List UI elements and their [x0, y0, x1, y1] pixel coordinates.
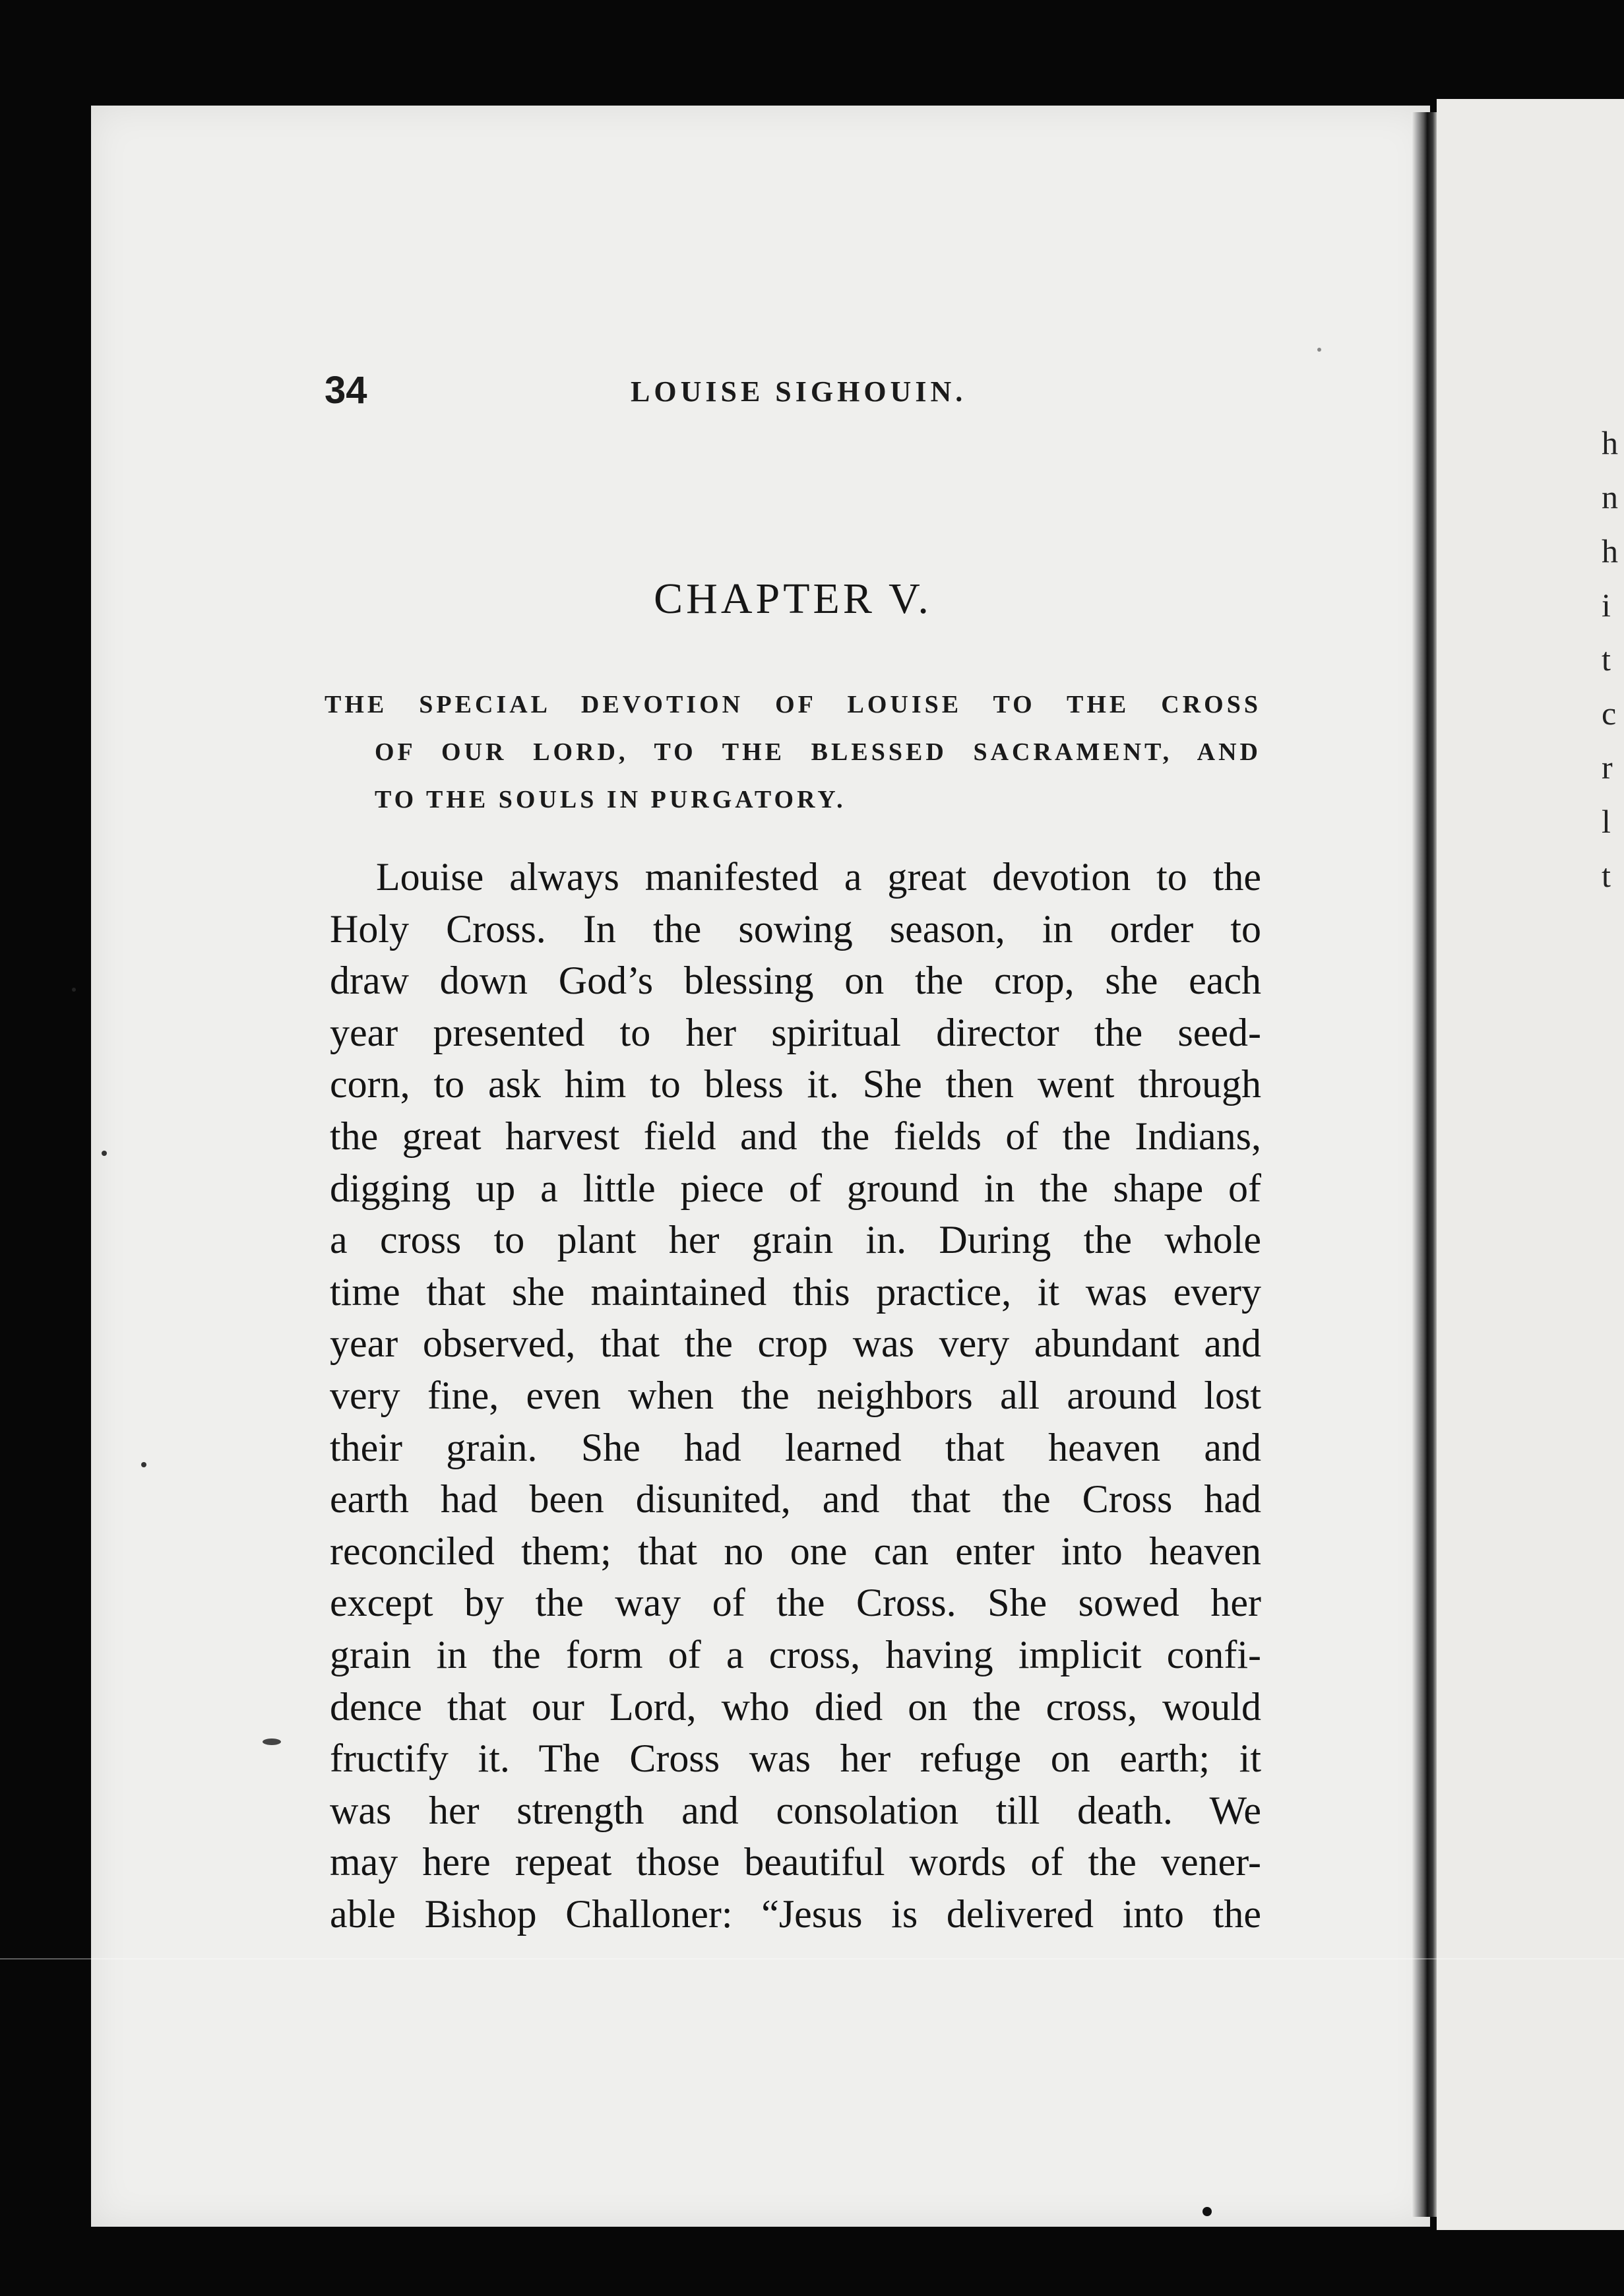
body-line: time that she maintained this practice, it was every [330, 1269, 1261, 1314]
body-line: a cross to plant her grain in. During the whole [330, 1218, 1261, 1262]
body-line: was her strength and consolation till death. We [330, 1788, 1261, 1832]
body-line: reconciled them; that no one can enter into heaven [330, 1529, 1261, 1573]
chapter-heading: CHAPTER V. [654, 575, 932, 623]
facing-fragment: h [1602, 532, 1618, 569]
facing-fragment: c [1602, 695, 1617, 732]
body-line: very fine, even when the neighbors all around lost [330, 1373, 1261, 1417]
body-line: Louise always manifested a great devotion to the [376, 855, 1261, 899]
body-line: Holy Cross. In the sowing season, in order to [330, 907, 1261, 951]
page-number: 34 [325, 369, 367, 412]
facing-fragment: t [1602, 641, 1611, 678]
body-line: the great harvest field and the fields of the Indians, [330, 1114, 1261, 1158]
body-line: draw down God’s blessing on the crop, she each [330, 959, 1261, 1003]
subtitle-line: THE SPECIAL DEVOTION OF LOUISE TO THE CROSS [325, 691, 1261, 718]
facing-fragment: t [1602, 857, 1611, 894]
facing-fragment: i [1602, 587, 1611, 623]
body-line: fructify it. The Cross was her refuge on earth; it [330, 1737, 1261, 1781]
subtitle-line: OF OUR LORD, TO THE BLESSED SACRAMENT, AND [375, 738, 1261, 766]
body-line: except by the way of the Cross. She sowed her [330, 1581, 1261, 1625]
body-line: able Bishop Challoner: “Jesus is delivered into the [330, 1892, 1261, 1936]
body-line: dence that our Lord, who died on the cross, would [330, 1684, 1261, 1729]
body-line: year observed, that the crop was very abundant and [330, 1322, 1261, 1366]
running-title: LOUISE SIGHOUIN. [631, 375, 967, 408]
subtitle-line: TO THE SOULS IN PURGATORY. [375, 786, 846, 813]
body-line: year presented to her spiritual director the seed- [330, 1010, 1261, 1054]
facing-fragment: l [1602, 803, 1611, 840]
body-line: may here repeat those beautiful words of the vener- [330, 1840, 1261, 1884]
facing-fragment: h [1602, 424, 1618, 461]
body-line: digging up a little piece of ground in the shape of [330, 1166, 1261, 1210]
body-line: earth had been disunited, and that the Cross had [330, 1477, 1261, 1521]
body-line: grain in the form of a cross, having implicit confi- [330, 1632, 1261, 1676]
facing-fragment: r [1602, 749, 1613, 786]
body-line: corn, to ask him to bless it. She then went through [330, 1062, 1261, 1106]
facing-fragment: n [1602, 478, 1618, 515]
body-line: their grain. She had learned that heaven and [330, 1425, 1261, 1469]
